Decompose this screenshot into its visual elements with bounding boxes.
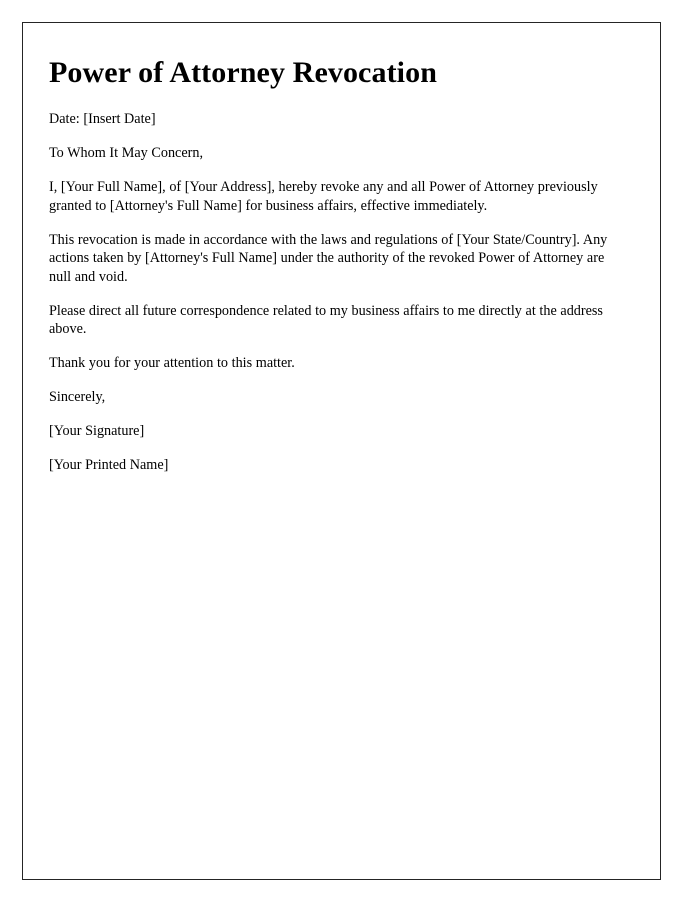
- paragraph-revocation: I, [Your Full Name], of [Your Address], hereby revoke any and all Power of Attorney previously granted to [Attorney's Full Name] for business affairs, effective immediately.: [49, 179, 598, 214]
- paragraph-thanks: Thank you for your attention to this matter.: [49, 355, 295, 372]
- signature-placeholder: [Your Signature]: [49, 423, 145, 440]
- document-content-area: [23, 23, 660, 475]
- page-title: Power of Attorney Revocation: [49, 56, 437, 89]
- paragraph-closing: Sincerely,: [49, 389, 106, 406]
- paragraph-correspondence: Please direct all future correspondence related to my business affairs to me directly at the address above.: [49, 302, 603, 338]
- paragraph-legal-basis: This revocation is made in accordance with the laws and regulations of [Your State/Country]. Any actions taken by [Attorney's Full Name] under the authority of the revoked Power of Attorney are null and void.: [49, 231, 608, 285]
- document-page-border: [22, 22, 661, 880]
- paragraph-salutation: To Whom It May Concern,: [49, 145, 203, 162]
- printed-name-placeholder: [Your Printed Name]: [49, 457, 169, 474]
- paragraph-date: Date: [Insert Date]: [49, 111, 156, 128]
- document-body: [49, 110, 626, 475]
